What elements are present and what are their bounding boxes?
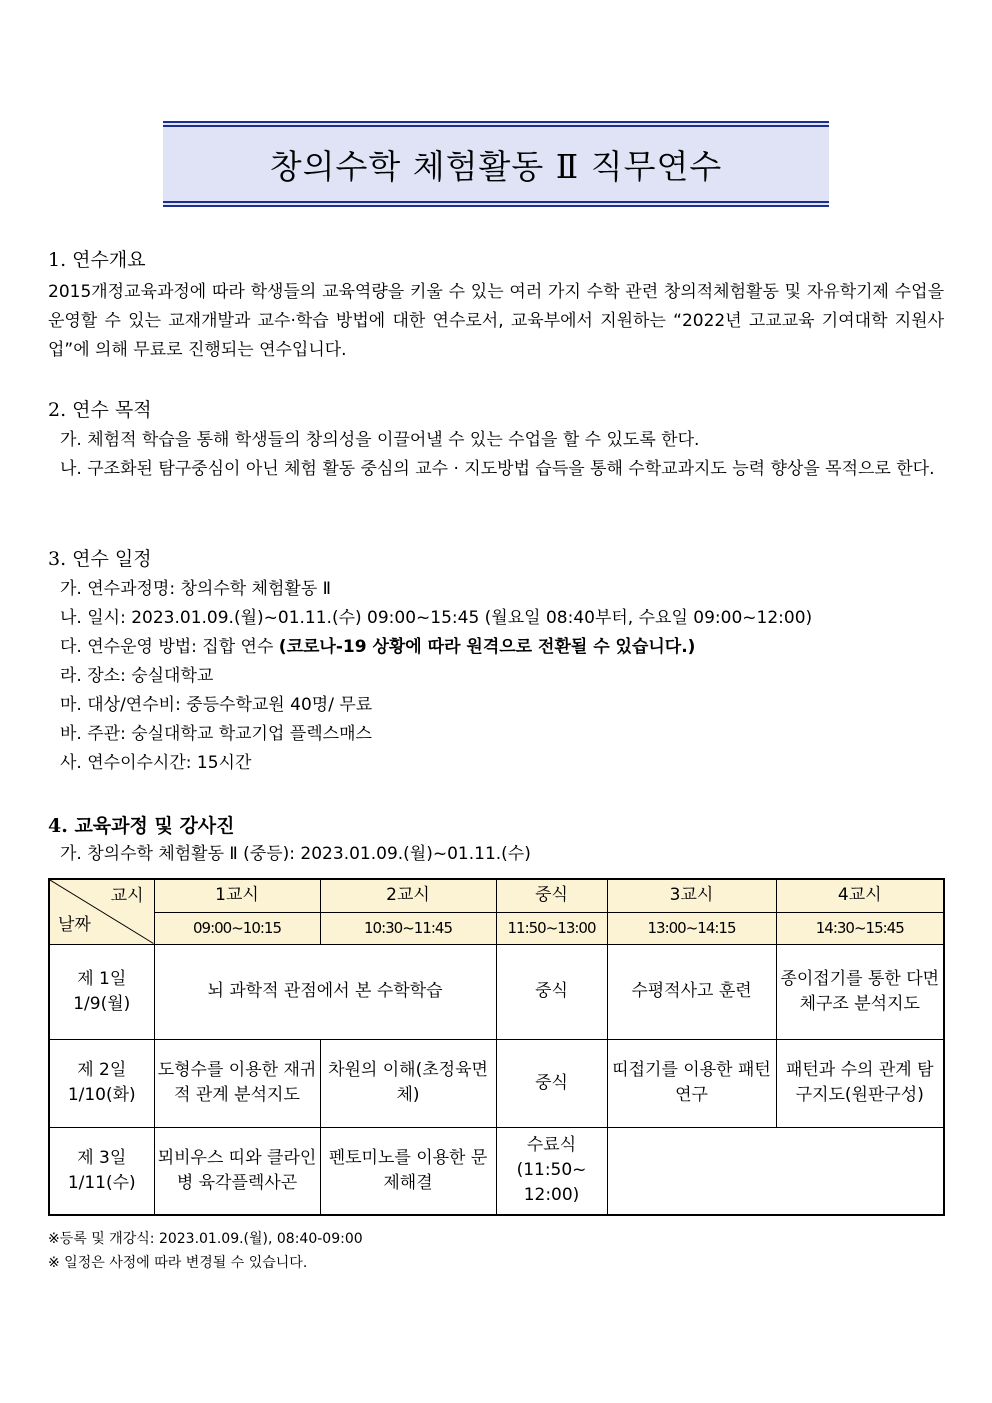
day-label: 제 3일	[77, 1147, 127, 1168]
time-header: 11:50~13:00	[496, 912, 607, 944]
list-item: 가. 체험적 학습을 통해 학생들의 창의성을 이끌어낼 수 있는 수업을 할 수 있도록 한다.	[60, 430, 700, 450]
session-cell: 뇌 과학적 관점에서 본 수학학습	[154, 944, 496, 1039]
time-header: 09:00~10:15	[154, 912, 320, 944]
notes	[48, 1227, 363, 1275]
corner-label-date: 날짜	[58, 914, 91, 935]
table-corner-cell	[49, 879, 154, 944]
table-row	[49, 1039, 944, 1127]
empty-cell	[607, 1127, 944, 1215]
list-item: 나. 일시: 2023.01.09.(월)~01.11.(수) 09:00~15:45 (월요일 08:40부터, 수요일 09:00~12:00)	[60, 608, 813, 628]
title-banner	[163, 121, 829, 207]
note-item: ※ 일정은 사정에 따라 변경될 수 있습니다.	[48, 1255, 308, 1271]
lunch-cell: 수료식 (11:50~ 12:00)	[496, 1127, 607, 1215]
period-header: 4교시	[776, 879, 944, 912]
session-cell: 펜토미노를 이용한 문제해결	[320, 1127, 496, 1215]
day-cell	[49, 944, 154, 1039]
page-title: 창의수학 체험활동 Ⅱ 직무연수	[269, 146, 723, 186]
section-overview	[48, 248, 944, 365]
section-heading: 2. 연수 목적	[48, 399, 152, 421]
session-cell: 뫼비우스 띠와 클라인병 육각플렉사곤	[154, 1127, 320, 1215]
list-item: 사. 연수이수시간: 15시간	[60, 753, 252, 773]
section-purpose	[48, 398, 944, 484]
session-cell: 종이접기를 통한 다면체구조 분석지도	[776, 944, 944, 1039]
period-header: 3교시	[607, 879, 776, 912]
curriculum-subtitle: 가. 창의수학 체험활동 Ⅱ (중등): 2023.01.09.(월)~01.11.(수)	[60, 844, 531, 864]
list-item: 나. 구조화된 탐구중심이 아닌 체험 활동 중심의 교수 · 지도방법 습득을 통해 수학교과지도 능력 향상을 목적으로 한다.	[60, 459, 935, 479]
session-cell: 패턴과 수의 관계 탐구지도(원판구성)	[776, 1039, 944, 1127]
period-header: 중식	[496, 879, 607, 912]
lunch-cell: 중식	[496, 1039, 607, 1127]
session-cell: 수평적사고 훈련	[607, 944, 776, 1039]
day-cell	[49, 1127, 154, 1215]
time-header: 13:00~14:15	[607, 912, 776, 944]
day-cell	[49, 1039, 154, 1127]
session-cell: 차원의 이해(초정육면체)	[320, 1039, 496, 1127]
list-item	[48, 633, 944, 662]
table-row	[49, 1127, 944, 1215]
section-heading: 3. 연수 일정	[48, 548, 152, 570]
time-header: 10:30~11:45	[320, 912, 496, 944]
section-curriculum	[48, 814, 944, 869]
note-item: ※등록 및 개강식: 2023.01.09.(월), 08:40-09:00	[48, 1231, 363, 1247]
session-cell: 도형수를 이용한 재귀적 관계 분석지도	[154, 1039, 320, 1127]
day-label: 제 1일	[77, 968, 127, 989]
day-label: 제 2일	[77, 1060, 127, 1080]
overview-text: 2015개정교육과정에 따라 학생들의 교육역량을 키울 수 있는 여러 가지 수학 관련 창의적체험활동 및 자유학기제 수업을 운영할 수 있는 교재개발과 교수·학습 방법에 대한 연수로서, 교육부에서 지원하는 “2022년 고교교육 기여대학 지원사업”에 의해 무료로 진행되는 연수입니다.	[48, 282, 944, 360]
list-item: 바. 주관: 숭실대학교 학교기업 플렉스매스	[60, 724, 372, 744]
list-item: 마. 대상/연수비: 중등수학교원 40명/ 무료	[60, 695, 373, 715]
emphasis-text: (코로나-19 상황에 따라 원격으로 전환될 수 있습니다.)	[278, 637, 696, 657]
list-item: 가. 연수과정명: 창의수학 체험활동 Ⅱ	[60, 579, 332, 599]
table-header-row	[49, 879, 944, 912]
table-time-row	[49, 912, 944, 944]
section-heading: 1. 연수개요	[48, 249, 146, 271]
section-heading: 4. 교육과정 및 강사진	[48, 815, 235, 837]
time-header: 14:30~15:45	[776, 912, 944, 944]
list-item-text: 다. 연수운영 방법: 집합 연수	[60, 637, 279, 657]
period-header: 2교시	[320, 879, 496, 912]
date-label: 1/10(화)	[67, 1085, 136, 1105]
section-schedule	[48, 547, 944, 778]
date-label: 1/11(수)	[67, 1172, 136, 1193]
list-item: 라. 장소: 숭실대학교	[60, 666, 214, 686]
schedule-table	[48, 878, 945, 1216]
period-header: 1교시	[154, 879, 320, 912]
lunch-cell: 중식	[496, 944, 607, 1039]
corner-label-period: 교시	[110, 886, 144, 906]
table-row	[49, 944, 944, 1039]
session-cell: 띠접기를 이용한 패턴연구	[607, 1039, 776, 1127]
date-label: 1/9(월)	[73, 993, 131, 1014]
